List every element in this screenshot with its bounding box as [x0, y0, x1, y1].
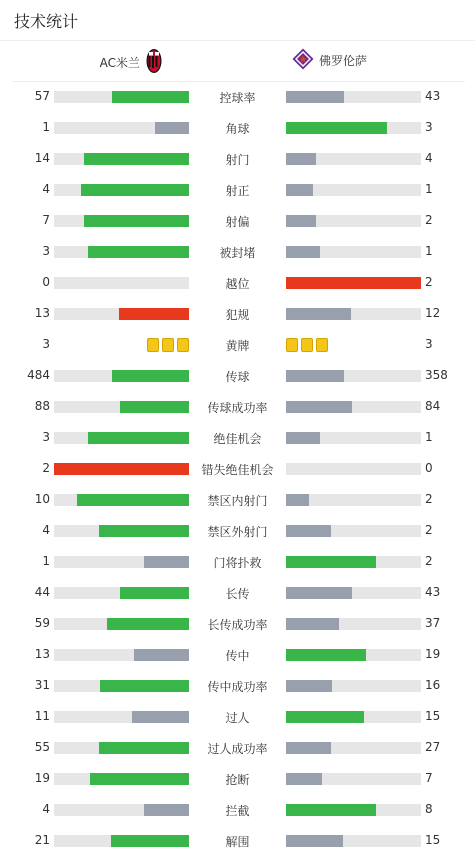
- away-stat-bar: [286, 246, 421, 258]
- away-team-name: 佛罗伦萨: [319, 54, 368, 68]
- home-stat-bar: [54, 525, 189, 537]
- away-stat-bar: [286, 587, 421, 599]
- stat-label: 传中: [225, 649, 250, 663]
- away-stat-bar-fill: [286, 215, 316, 227]
- home-stat-bar: [54, 804, 189, 816]
- stat-label: 解围: [225, 835, 250, 849]
- home-stat-bar: [54, 556, 189, 568]
- home-stat-bar-fill: [107, 618, 189, 630]
- home-stat-bar-fill: [90, 773, 189, 785]
- away-stat-bar: [286, 835, 421, 847]
- home-stat-bar: [54, 246, 189, 258]
- away-stat-value: 27: [425, 740, 441, 754]
- home-stat-value: 31: [34, 678, 50, 692]
- away-stat-bar: [286, 525, 421, 537]
- yellow-card-icon: [316, 338, 328, 352]
- stat-row: [0, 267, 475, 298]
- away-stat-bar: [286, 494, 421, 506]
- yellow-card-icon: [286, 338, 298, 352]
- away-stat-value: 15: [425, 709, 441, 723]
- away-stat-value: 43: [425, 585, 441, 599]
- home-stat-bar-fill: [88, 246, 189, 258]
- home-stat-bar: [54, 91, 189, 103]
- stat-label: 控球率: [219, 91, 256, 105]
- away-stat-value: 8: [425, 802, 433, 816]
- away-stat-bar: [286, 711, 421, 723]
- stat-row: [0, 329, 475, 360]
- stat-label: 抢断: [225, 773, 250, 787]
- away-stat-value: 358: [425, 368, 448, 382]
- home-stat-bar: [54, 711, 189, 723]
- home-stat-bar: [54, 215, 189, 227]
- stat-label: 长传: [225, 587, 250, 601]
- away-stat-bar-fill: [286, 432, 320, 444]
- away-stat-value: 37: [425, 616, 441, 630]
- stat-row: [0, 515, 475, 546]
- away-stat-bar-fill: [286, 277, 421, 289]
- away-stat-bar: [286, 370, 421, 382]
- home-stat-bar-fill: [77, 494, 189, 506]
- home-stat-bar-fill: [99, 525, 189, 537]
- away-stat-bar: [286, 153, 421, 165]
- stat-label: 犯规: [225, 308, 250, 322]
- home-stat-bar-fill: [84, 153, 189, 165]
- stat-row: [0, 236, 475, 267]
- away-stat-bar-fill: [286, 184, 313, 196]
- home-stat-bar-fill: [111, 835, 189, 847]
- home-stat-value: 1: [42, 554, 50, 568]
- away-stat-value: 0: [425, 461, 433, 475]
- home-stat-bar: [54, 432, 189, 444]
- stat-row: [0, 794, 475, 825]
- away-stat-value: 1: [425, 244, 433, 258]
- away-stat-bar-fill: [286, 153, 316, 165]
- home-stat-value: 44: [34, 585, 50, 599]
- stat-row: [0, 112, 475, 143]
- away-stat-value: 84: [425, 399, 441, 413]
- page-title: 技术统计: [14, 12, 79, 31]
- away-stat-bar-fill: [286, 773, 322, 785]
- away-stat-value: 12: [425, 306, 441, 320]
- stat-row: [0, 577, 475, 608]
- away-stat-bar: [286, 91, 421, 103]
- stat-label: 角球: [225, 122, 250, 136]
- away-stat-bar-fill: [286, 711, 364, 723]
- home-team[interactable]: [100, 48, 162, 77]
- away-stat-bar-fill: [286, 91, 344, 103]
- home-stat-bar-fill: [119, 308, 189, 320]
- home-stat-bar: [54, 401, 189, 413]
- stat-label: 禁区内射门: [207, 494, 268, 508]
- away-stat-bar: [286, 184, 421, 196]
- home-stat-bar: [54, 649, 189, 661]
- stat-label: 传中成功率: [207, 680, 268, 694]
- away-stat-bar-fill: [286, 246, 320, 258]
- stat-label: 过人: [225, 711, 250, 725]
- home-stat-bar-fill: [112, 370, 189, 382]
- stat-row: [0, 825, 475, 856]
- team-header: [0, 45, 475, 79]
- home-stat-value: 7: [42, 213, 50, 227]
- stat-label: 错失绝佳机会: [201, 463, 274, 477]
- stat-label: 过人成功率: [207, 742, 268, 756]
- home-stat-bar-fill: [120, 587, 189, 599]
- away-stat-bar-fill: [286, 835, 343, 847]
- away-stat-bar-fill: [286, 804, 376, 816]
- away-stat-value: 1: [425, 182, 433, 196]
- away-stat-bar-fill: [286, 618, 339, 630]
- away-stat-bar: [286, 649, 421, 661]
- away-stat-bar: [286, 556, 421, 568]
- away-stat-bar-fill: [286, 525, 331, 537]
- home-stat-bar-fill: [54, 463, 189, 475]
- away-stat-value: 16: [425, 678, 441, 692]
- home-stat-value: 3: [42, 430, 50, 444]
- away-stat-bar-fill: [286, 587, 352, 599]
- home-stat-bar-fill: [134, 649, 189, 661]
- home-stat-bar-fill: [88, 432, 189, 444]
- home-stat-value: 55: [34, 740, 50, 754]
- stat-row: [0, 732, 475, 763]
- stat-label: 黄牌: [225, 339, 250, 353]
- away-stat-bar: [286, 308, 421, 320]
- home-team-name: AC米兰: [99, 56, 140, 70]
- stat-row: [0, 484, 475, 515]
- home-stat-bar: [54, 308, 189, 320]
- home-stat-bar: [54, 680, 189, 692]
- away-stat-value: 15: [425, 833, 441, 847]
- stat-label: 传球成功率: [207, 401, 268, 415]
- away-stat-bar: [286, 122, 421, 134]
- home-stat-bar: [54, 370, 189, 382]
- home-stat-bar: [54, 463, 189, 475]
- fiorentina-crest-icon: [292, 48, 314, 73]
- stat-row: [0, 670, 475, 701]
- away-stat-bar-fill: [286, 370, 344, 382]
- away-stat-value: 2: [425, 275, 433, 289]
- ac-milan-crest-icon: [146, 48, 162, 77]
- home-stat-bar: [54, 773, 189, 785]
- away-stat-bar: [286, 680, 421, 692]
- home-stat-value: 3: [42, 244, 50, 258]
- away-stat-bar-fill: [286, 649, 366, 661]
- stat-label: 门将扑救: [213, 556, 262, 570]
- stat-row: [0, 608, 475, 639]
- away-team[interactable]: [292, 48, 367, 73]
- away-stat-bar: [286, 742, 421, 754]
- away-stat-bar: [286, 773, 421, 785]
- yellow-card-icon: [162, 338, 174, 352]
- away-stat-bar: [286, 215, 421, 227]
- stat-label: 绝佳机会: [213, 432, 262, 446]
- home-stat-bar-fill: [144, 804, 189, 816]
- home-stat-bar: [54, 494, 189, 506]
- yellow-card-icon: [177, 338, 189, 352]
- away-stat-bar: [286, 463, 421, 475]
- away-stat-value: 2: [425, 213, 433, 227]
- stat-row: [0, 639, 475, 670]
- divider: [0, 40, 475, 41]
- stat-label: 传球: [225, 370, 250, 384]
- stat-row: [0, 81, 475, 112]
- away-stat-bar-fill: [286, 308, 351, 320]
- home-stat-value: 13: [34, 647, 50, 661]
- stat-row: [0, 763, 475, 794]
- away-stat-bar-fill: [286, 494, 309, 506]
- home-stat-value: 3: [42, 337, 50, 351]
- away-stat-value: 1: [425, 430, 433, 444]
- home-stat-bar: [54, 587, 189, 599]
- home-stat-bar: [54, 277, 189, 289]
- home-stat-bar-fill: [84, 215, 189, 227]
- away-stat-bar-fill: [286, 742, 331, 754]
- home-stat-value: 13: [34, 306, 50, 320]
- stat-label: 拦截: [225, 804, 250, 818]
- away-stat-bar-fill: [286, 680, 332, 692]
- yellow-card-icon: [147, 338, 159, 352]
- stat-row: [0, 453, 475, 484]
- home-stat-value: 4: [42, 802, 50, 816]
- home-stat-value: 21: [34, 833, 50, 847]
- home-stat-bar: [54, 742, 189, 754]
- away-stat-bar-fill: [286, 556, 376, 568]
- home-stat-bar-fill: [120, 401, 189, 413]
- home-stat-value: 4: [42, 523, 50, 537]
- home-stat-value: 19: [34, 771, 50, 785]
- stat-row: [0, 298, 475, 329]
- home-stat-value: 14: [34, 151, 50, 165]
- stat-row: [0, 205, 475, 236]
- home-stat-value: 4: [42, 182, 50, 196]
- away-stat-bar: [286, 618, 421, 630]
- away-yellow-cards: [286, 338, 328, 352]
- stats-list: [0, 81, 475, 856]
- home-stat-value: 88: [34, 399, 50, 413]
- stat-label: 被封堵: [219, 246, 256, 260]
- home-stat-value: 1: [42, 120, 50, 134]
- away-stat-value: 2: [425, 523, 433, 537]
- home-yellow-cards: [147, 338, 189, 352]
- home-stat-value: 484: [27, 368, 50, 382]
- home-stat-bar-fill: [99, 742, 189, 754]
- away-stat-bar: [286, 432, 421, 444]
- stat-label: 射偏: [225, 215, 250, 229]
- home-stat-value: 0: [42, 275, 50, 289]
- away-stat-value: 3: [425, 120, 433, 134]
- home-stat-value: 59: [34, 616, 50, 630]
- away-stat-bar-fill: [286, 401, 352, 413]
- home-stat-value: 11: [34, 709, 50, 723]
- away-stat-value: 43: [425, 89, 441, 103]
- home-stat-bar-fill: [132, 711, 189, 723]
- stat-label: 禁区外射门: [207, 525, 268, 539]
- home-stat-bar: [54, 835, 189, 847]
- stat-row: [0, 174, 475, 205]
- stat-row: [0, 422, 475, 453]
- home-stat-value: 57: [34, 89, 50, 103]
- stat-row: [0, 360, 475, 391]
- stat-row: [0, 701, 475, 732]
- home-stat-bar-fill: [112, 91, 189, 103]
- home-stat-value: 2: [42, 461, 50, 475]
- stat-row: [0, 143, 475, 174]
- away-stat-bar: [286, 277, 421, 289]
- stat-row: [0, 391, 475, 422]
- home-stat-bar: [54, 153, 189, 165]
- away-stat-value: 3: [425, 337, 433, 351]
- away-stat-value: 19: [425, 647, 441, 661]
- away-stat-bar-fill: [286, 122, 387, 134]
- home-stat-bar-fill: [155, 122, 189, 134]
- stat-label: 长传成功率: [207, 618, 268, 632]
- away-stat-bar: [286, 804, 421, 816]
- home-stat-bar: [54, 122, 189, 134]
- yellow-card-icon: [301, 338, 313, 352]
- away-stat-value: 2: [425, 554, 433, 568]
- away-stat-value: 4: [425, 151, 433, 165]
- home-stat-value: 10: [34, 492, 50, 506]
- stat-label: 射门: [225, 153, 250, 167]
- home-stat-bar: [54, 184, 189, 196]
- home-stat-bar: [54, 618, 189, 630]
- home-stat-bar-fill: [100, 680, 189, 692]
- stat-row: [0, 546, 475, 577]
- stat-label: 射正: [225, 184, 250, 198]
- away-stat-value: 2: [425, 492, 433, 506]
- home-stat-bar-fill: [144, 556, 189, 568]
- away-stat-value: 7: [425, 771, 433, 785]
- home-stat-bar-fill: [81, 184, 189, 196]
- stat-label: 越位: [225, 277, 250, 291]
- away-stat-bar: [286, 401, 421, 413]
